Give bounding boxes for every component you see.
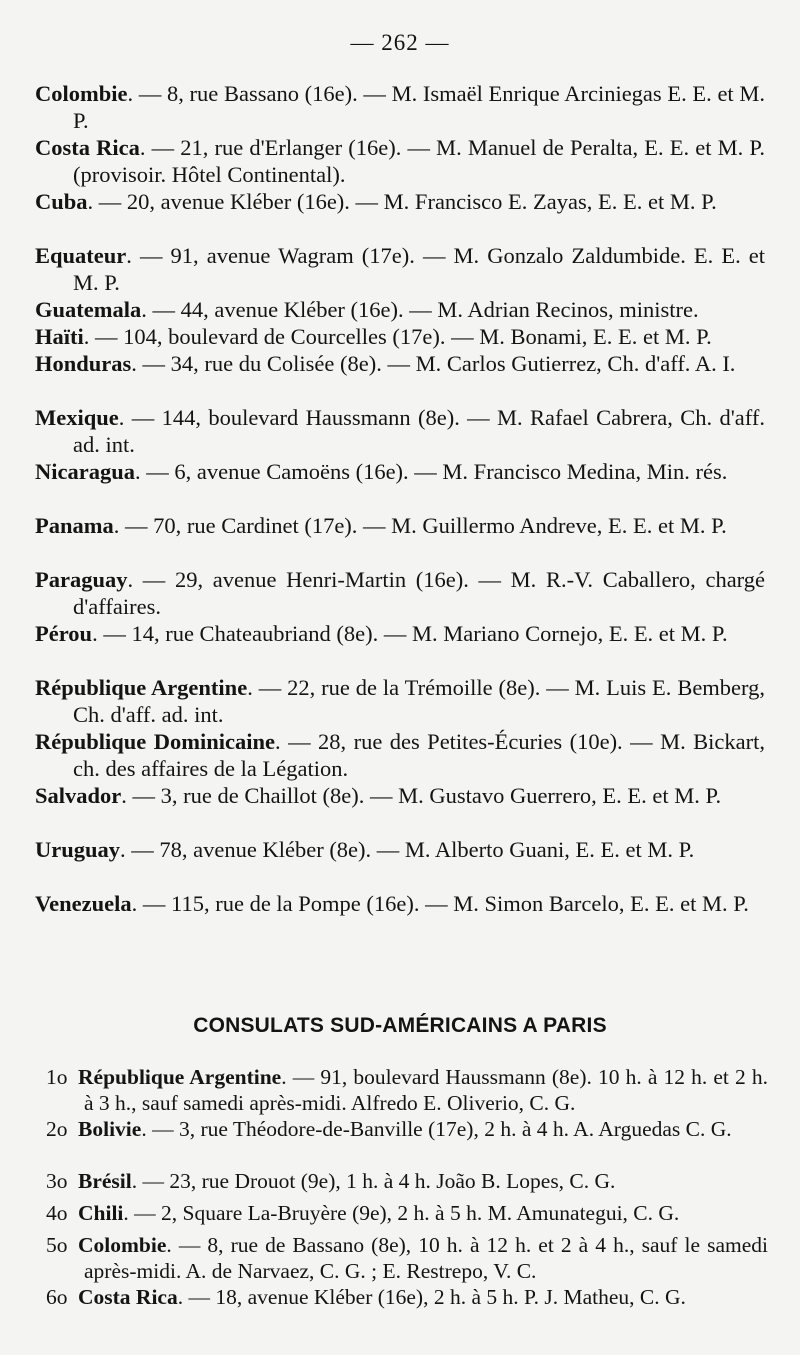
country-name: Venezuela (35, 891, 132, 916)
entry-salvador: Salvador. — 3, rue de Chaillot (8e). — M. Gustavo Guerrero, E. E. et M. P. (35, 783, 722, 808)
entry-haiti: Haïti. — 104, boulevard de Courcelles (17e). — M. Bonami, E. E. et M. P. (35, 324, 712, 349)
entry-text: — 34, rue du Colisée (8e). — M. Carlos Gutierrez, Ch. d'aff. A. I. (142, 351, 736, 376)
entry-venezuela: Venezuela. — 115, rue de la Pompe (16e). — M. Simon Barcelo, E. E. et M. P. (35, 891, 749, 916)
entry-text: — 6, avenue Camoëns (16e). — M. Francisco Medina, Min. rés. (146, 459, 728, 484)
item-number: 5o (46, 1233, 68, 1257)
country-name: Salvador (35, 783, 122, 808)
consulat-item: 6o Costa Rica. — 18, avenue Kléber (16e), 2 h. à 5 h. P. J. Matheu, C. G. (46, 1285, 686, 1309)
country-name: Bolivie (78, 1117, 142, 1141)
country-name: Costa Rica (78, 1285, 178, 1309)
country-name: Nicaragua (35, 459, 135, 484)
country-name: Pérou (35, 621, 93, 646)
entry-nicaragua: Nicaragua. — 6, avenue Camoëns (16e). — M. Francisco Medina, Min. rés. (35, 459, 728, 484)
entry-uruguay: Uruguay. — 78, avenue Kléber (8e). — M. Alberto Guani, E. E. et M. P. (35, 837, 695, 862)
entry-text: — 115, rue de la Pompe (16e). — M. Simon Barcelo, E. E. et M. P. (142, 891, 749, 916)
consulat-text: — 8, rue de Bassano (8e), 10 h. à 12 h. et 2 à 4 h., sauf le samedi après-midi. A. de Narvaez, C. G. ; E. Restrepo, V. C. (84, 1233, 768, 1283)
country-name: République Dominicaine (35, 729, 275, 754)
entry-text: — 29, avenue Henri-Martin (16e). — M. R.-V. Caballero, chargé d'affaires. (73, 567, 765, 619)
entry-text: — 144, boulevard Haussmann (8e). — M. Rafael Cabrera, Ch. d'aff. ad. int. (73, 405, 765, 457)
entry-republique-dominicaine: République Dominicaine. — 28, rue des Petites-Écuries (10e). — M. Bickart, ch. des affaires de la Légation. (35, 729, 765, 781)
consulat-item: 1o République Argentine. — 91, boulevard Haussmann (8e). 10 h. à 12 h. et 2 h. à 3 h., sauf samedi après-midi. Alfredo E. Oliverio, C. G. (46, 1065, 768, 1115)
consulat-item: 5o Colombie. — 8, rue de Bassano (8e), 10 h. à 12 h. et 2 à 4 h., sauf le samedi après-midi. A. de Narvaez, C. G. ; E. Restrepo, V. C. (46, 1233, 768, 1283)
consulat-item: 2o Bolivie. — 3, rue Théodore-de-Banville (17e), 2 h. à 4 h. A. Arguedas C. G. (46, 1117, 732, 1141)
country-name: Cuba (35, 189, 88, 214)
entry-equateur: Equateur. — 91, avenue Wagram (17e). — M. Gonzalo Zaldumbide. E. E. et M. P. (35, 243, 765, 295)
country-name: Guatemala (35, 297, 142, 322)
entry-perou: Pérou. — 14, rue Chateaubriand (8e). — M. Mariano Cornejo, E. E. et M. P. (35, 621, 728, 646)
consulat-item: 4o Chili. — 2, Square La-Bruyère (9e), 2 h. à 5 h. M. Amunategui, C. G. (46, 1201, 680, 1225)
entry-paraguay: Paraguay. — 29, avenue Henri-Martin (16e). — M. R.-V. Caballero, chargé d'affaires. (35, 567, 765, 619)
entry-panama: Panama. — 70, rue Cardinet (17e). — M. Guillermo Andreve, E. E. et M. P. (35, 513, 727, 538)
item-number: 2o (46, 1117, 68, 1141)
entry-colombie: Colombie. — 8, rue Bassano (16e). — M. Ismaël Enrique Arciniegas E. E. et M. P. (35, 81, 765, 133)
entry-republique-argentine: République Argentine. — 22, rue de la Trémoille (8e). — M. Luis E. Bemberg, Ch. d'aff. ad. int. (35, 675, 765, 727)
consulat-text: — 18, avenue Kléber (16e), 2 h. à 5 h. P. J. Matheu, C. G. (188, 1285, 686, 1309)
country-name: Costa Rica (35, 135, 140, 160)
entry-guatemala: Guatemala. — 44, avenue Kléber (16e). — M. Adrian Recinos, ministre. (35, 297, 699, 322)
consulats-list (46, 1064, 768, 1316)
consulat-text: — 91, boulevard Haussmann (8e). 10 h. à 12 h. et 2 h. à 3 h., sauf samedi après-midi. Alfredo E. Oliverio, C. G. (84, 1065, 768, 1115)
entry-text: — 70, rue Cardinet (17e). — M. Guillermo Andreve, E. E. et M. P. (125, 513, 727, 538)
entry-text: — 14, rue Chateaubriand (8e). — M. Mariano Cornejo, E. E. et M. P. (103, 621, 728, 646)
consulat-text: — 23, rue Drouot (9e), 1 h. à 4 h. João B. Lopes, C. G. (142, 1169, 616, 1193)
entry-mexique: Mexique. — 144, boulevard Haussmann (8e). — M. Rafael Cabrera, Ch. d'aff. ad. int. (35, 405, 765, 457)
entry-text: — 22, rue de la Trémoille (8e). — M. Luis E. Bemberg, Ch. d'aff. ad. int. (73, 675, 765, 727)
country-name: Equateur (35, 243, 127, 268)
entry-text: — 21, rue d'Erlanger (16e). — M. Manuel de Peralta, E. E. et M. P. (provisoir. Hôtel Continental). (73, 135, 765, 187)
entry-text: — 78, avenue Kléber (8e). — M. Alberto Guani, E. E. et M. P. (131, 837, 695, 862)
country-name: République Argentine (35, 675, 248, 700)
country-name: Colombie (78, 1233, 167, 1257)
item-number: 3o (46, 1169, 68, 1193)
item-number: 6o (46, 1285, 68, 1309)
entry-cuba: Cuba. — 20, avenue Kléber (16e). — M. Francisco E. Zayas, E. E. et M. P. (35, 189, 717, 214)
item-number: 1o (46, 1065, 68, 1089)
consulat-text: — 3, rue Théodore-de-Banville (17e), 2 h. à 4 h. A. Arguedas C. G. (152, 1117, 732, 1141)
page-number: — 262 — (350, 30, 450, 55)
entry-costa-rica: Costa Rica. — 21, rue d'Erlanger (16e). — M. Manuel de Peralta, E. E. et M. P. (provisoir. Hôtel Continental). (35, 135, 765, 187)
country-name: Haïti (35, 324, 84, 349)
consulat-text: — 2, Square La-Bruyère (9e), 2 h. à 5 h. M. Amunategui, C. G. (134, 1201, 680, 1225)
country-name: Mexique (35, 405, 119, 430)
entry-text: — 104, boulevard de Courcelles (17e). — M. Bonami, E. E. et M. P. (95, 324, 712, 349)
country-name: Paraguay (35, 567, 128, 592)
entry-text: — 44, avenue Kléber (16e). — M. Adrian Recinos, ministre. (152, 297, 699, 322)
country-name: Colombie (35, 81, 128, 106)
entry-text: — 91, avenue Wagram (17e). — M. Gonzalo Zaldumbide. E. E. et M. P. (73, 243, 765, 295)
section-title: CONSULATS SUD-AMÉRICAINS A PARIS (193, 1014, 607, 1037)
country-name: Honduras (35, 351, 132, 376)
entry-honduras: Honduras. — 34, rue du Colisée (8e). — M. Carlos Gutierrez, Ch. d'aff. A. I. (35, 351, 736, 376)
country-name: République Argentine (78, 1065, 282, 1089)
country-name: Chili (78, 1201, 124, 1225)
country-name: Brésil (78, 1169, 132, 1193)
item-number: 4o (46, 1201, 68, 1225)
entry-text: — 8, rue Bassano (16e). — M. Ismaël Enrique Arciniegas E. E. et M. P. (73, 81, 765, 133)
country-name: Panama (35, 513, 114, 538)
consulat-item: 3o Brésil. — 23, rue Drouot (9e), 1 h. à 4 h. João B. Lopes, C. G. (46, 1169, 616, 1193)
country-name: Uruguay (35, 837, 121, 862)
legations-list (35, 80, 765, 944)
entry-text: — 28, rue des Petites-Écuries (10e). — M. Bickart, ch. des affaires de la Légation. (73, 729, 765, 781)
entry-text: — 20, avenue Kléber (16e). — M. Francisco E. Zayas, E. E. et M. P. (98, 189, 717, 214)
entry-text: — 3, rue de Chaillot (8e). — M. Gustavo Guerrero, E. E. et M. P. (132, 783, 722, 808)
